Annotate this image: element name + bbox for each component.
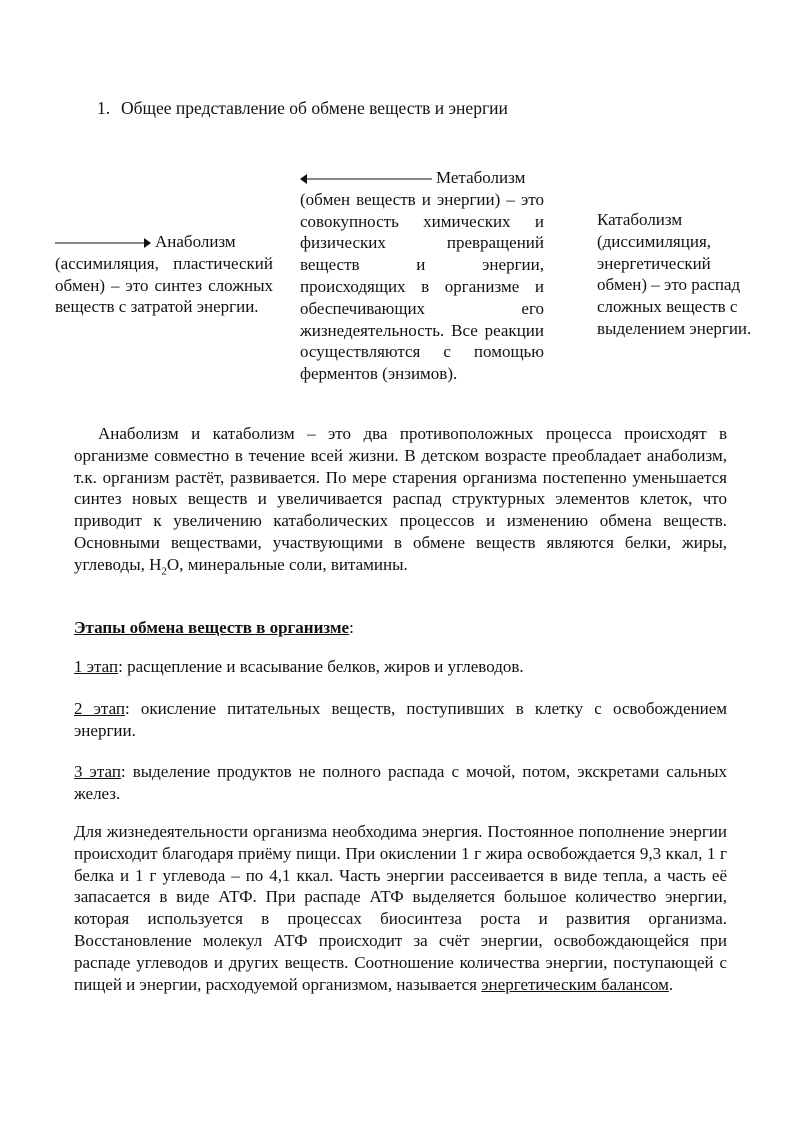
- energy-paragraph-text: Для жизнедеятельности организма необходима энергия. Постоянное пополнение энергии происходит благодаря приёму пищи. При окислении 1 г жира освобождается 9,3 ккал, 1 г белка и 1 г углевода – по 4,1 ккал. Часть энергии рассеивается в виде тепла, а часть её запасается в виде АТФ. При распаде АТФ выделяется большое количество энергии, которая используется в процессах биосинтеза роста и развития организма. Восстановление молекул АТФ происходит за счёт энергии, освобождающейся при распаде углеводов и других веществ. Соотношение количества энергии, поступающей с пищей и энергии, расходуемой организмом, называется: [74, 822, 727, 994]
- main-paragraph: [74, 423, 727, 576]
- catabolism-body: (диссимиляция, энергетический обмен) – это распад сложных веществ с выделением энергии.: [597, 231, 752, 338]
- stages-title-suffix: :: [349, 618, 354, 637]
- stage-item: [74, 656, 727, 678]
- catabolism-block: [597, 209, 759, 340]
- heading-number: 1.: [97, 98, 111, 118]
- stage-item: [74, 698, 727, 742]
- heading-text: Общее представление об обмене веществ и энергии: [121, 98, 508, 118]
- main-paragraph-tail: O, минеральные соли, витамины.: [166, 554, 408, 574]
- arrow-right-icon: [55, 237, 151, 249]
- metabolism-block: [300, 167, 544, 385]
- section-heading: [97, 98, 508, 120]
- catabolism-title: Катаболизм: [597, 210, 683, 229]
- stage-text: : расщепление и всасывание белков, жиров и углеводов.: [118, 657, 524, 676]
- stages-title: [74, 617, 727, 639]
- stage-label: 3 этап: [74, 762, 121, 781]
- anabolism-body: (ассимиляция, пластический обмен) – это синтез сложных веществ с затратой энергии.: [55, 253, 273, 317]
- arrow-left-icon: [300, 173, 432, 185]
- stage-label: 2 этап: [74, 699, 125, 718]
- anabolism-title: Анаболизм: [155, 232, 236, 251]
- main-paragraph-text: Анаболизм и катаболизм – это два противоположных процесса происходят в организме совместно в течение всей жизни. В детском возрасте преобладает анаболизм, т.к. организм растёт, развивается. По мере старения организма постепенно уменьшается синтез новых веществ и увеличивается распад структурных элементов клеток, что приводит к увеличению катаболических процессов и изменению обмена веществ. Основными веществами, участвующими в обмене веществ являются белки, жиры, углеводы, H: [74, 424, 727, 574]
- energy-balance-term: энергетическим балансом: [481, 974, 669, 994]
- anabolism-block: [55, 231, 273, 318]
- formula-subscript: 2: [161, 565, 167, 578]
- metabolism-body: (обмен веществ и энергии) – это совокупность химических и физических превращений веществ и энергии, происходящих в организме и обеспечивающих его жизнедеятельность. Все реакции осуществляются с помощью ферментов (энзимов).: [300, 189, 544, 384]
- stage-label: 1 этап: [74, 657, 119, 676]
- stages-title-text: Этапы обмена веществ в организме: [74, 618, 350, 637]
- stage-text: : выделение продуктов не полного распада с мочой, потом, экскретами сальных желез.: [74, 762, 728, 803]
- stage-item: [74, 761, 727, 805]
- energy-paragraph: [74, 821, 727, 995]
- metabolism-title: Метаболизм: [436, 168, 526, 187]
- energy-paragraph-end: .: [668, 974, 674, 994]
- stage-text: : окисление питательных веществ, поступивших в клетку с освобождением энергии.: [74, 699, 727, 740]
